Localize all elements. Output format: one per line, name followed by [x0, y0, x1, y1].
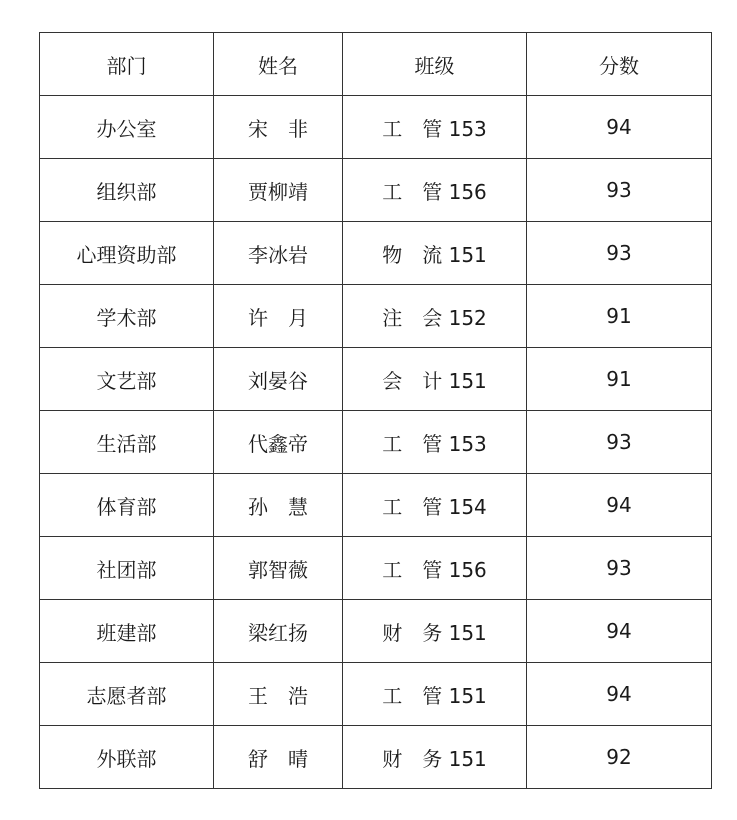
- cell-score: 94: [527, 600, 712, 663]
- header-class: 班级: [343, 33, 527, 96]
- cell-class: 物 流 151: [343, 222, 527, 285]
- cell-class: 财 务 151: [343, 600, 527, 663]
- cell-score: 91: [527, 348, 712, 411]
- cell-score: 92: [527, 726, 712, 789]
- table-row: [40, 600, 712, 663]
- cell-department: 外联部: [40, 726, 214, 789]
- cell-score: 93: [527, 222, 712, 285]
- cell-name: 孙 慧: [214, 474, 343, 537]
- cell-department: 班建部: [40, 600, 214, 663]
- score-table: [39, 32, 712, 789]
- cell-department: 学术部: [40, 285, 214, 348]
- cell-score: 93: [527, 537, 712, 600]
- cell-department: 社团部: [40, 537, 214, 600]
- cell-name: 舒 晴: [214, 726, 343, 789]
- cell-name: 宋 非: [214, 96, 343, 159]
- cell-score: 93: [527, 159, 712, 222]
- cell-class: 工 管 153: [343, 96, 527, 159]
- cell-name: 王 浩: [214, 663, 343, 726]
- table-row: [40, 285, 712, 348]
- header-department: 部门: [40, 33, 214, 96]
- cell-department: 生活部: [40, 411, 214, 474]
- cell-score: 94: [527, 96, 712, 159]
- table-row: [40, 348, 712, 411]
- cell-class: 工 管 151: [343, 663, 527, 726]
- cell-score: 94: [527, 474, 712, 537]
- table-row: [40, 726, 712, 789]
- table-row: [40, 663, 712, 726]
- cell-name: 梁红扬: [214, 600, 343, 663]
- cell-department: 组织部: [40, 159, 214, 222]
- table-row: [40, 537, 712, 600]
- cell-class: 财 务 151: [343, 726, 527, 789]
- cell-department: 志愿者部: [40, 663, 214, 726]
- cell-department: 办公室: [40, 96, 214, 159]
- cell-class: 工 管 156: [343, 537, 527, 600]
- cell-name: 贾柳靖: [214, 159, 343, 222]
- header-row: [40, 33, 712, 96]
- cell-name: 李冰岩: [214, 222, 343, 285]
- cell-department: 文艺部: [40, 348, 214, 411]
- table-row: [40, 222, 712, 285]
- cell-class: 工 管 156: [343, 159, 527, 222]
- cell-name: 刘晏谷: [214, 348, 343, 411]
- cell-class: 会 计 151: [343, 348, 527, 411]
- header-score: 分数: [527, 33, 712, 96]
- cell-score: 93: [527, 411, 712, 474]
- cell-name: 郭智薇: [214, 537, 343, 600]
- cell-class: 工 管 154: [343, 474, 527, 537]
- table-row: [40, 159, 712, 222]
- cell-department: 体育部: [40, 474, 214, 537]
- cell-name: 代鑫帝: [214, 411, 343, 474]
- table-row: [40, 96, 712, 159]
- cell-score: 94: [527, 663, 712, 726]
- table-row: [40, 474, 712, 537]
- cell-department: 心理资助部: [40, 222, 214, 285]
- cell-class: 注 会 152: [343, 285, 527, 348]
- cell-score: 91: [527, 285, 712, 348]
- cell-name: 许 月: [214, 285, 343, 348]
- cell-class: 工 管 153: [343, 411, 527, 474]
- table-row: [40, 411, 712, 474]
- header-name: 姓名: [214, 33, 343, 96]
